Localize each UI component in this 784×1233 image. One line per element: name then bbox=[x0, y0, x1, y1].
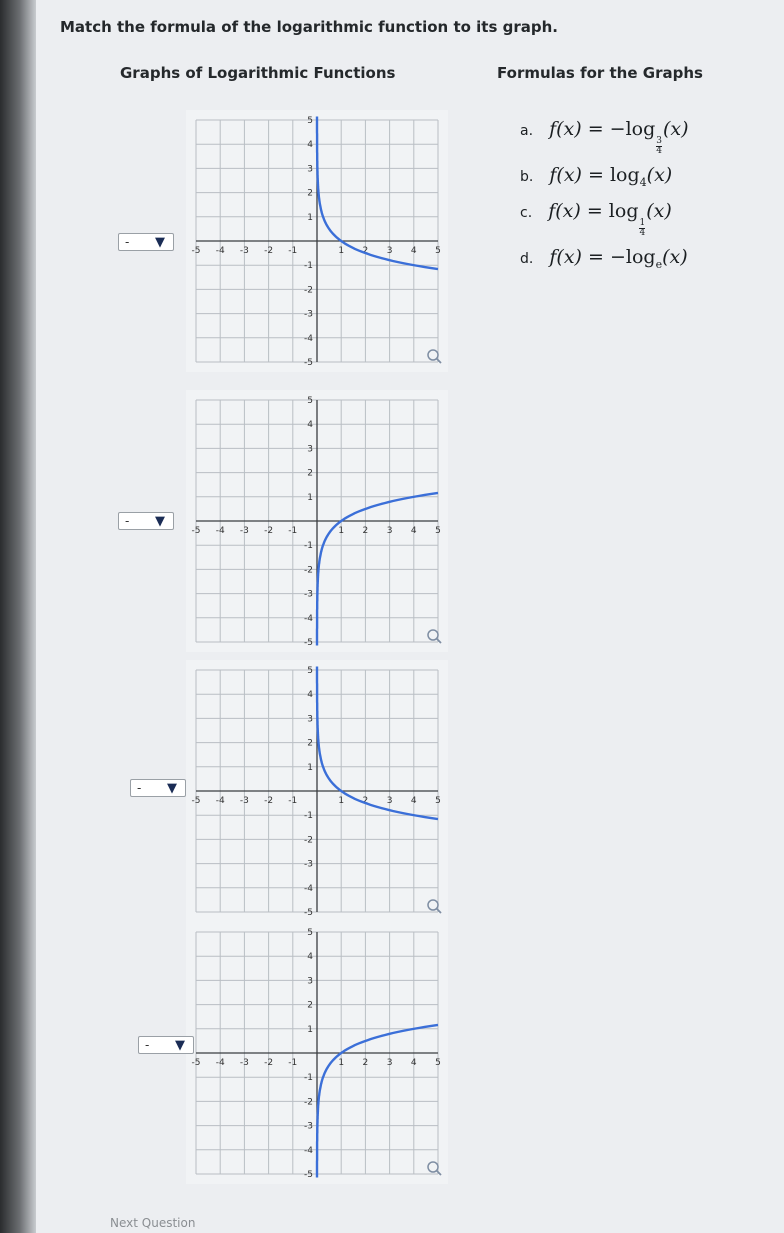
y-tick-label: -5 bbox=[304, 1170, 313, 1180]
x-tick-label: -3 bbox=[239, 526, 249, 536]
match-dropdown-1[interactable] bbox=[118, 233, 174, 251]
x-tick-label: 2 bbox=[362, 1058, 369, 1068]
x-tick-label: 4 bbox=[410, 246, 417, 256]
x-tick-label: 5 bbox=[435, 796, 441, 806]
formula-lhs: f(x) = bbox=[549, 118, 604, 140]
formula-sign: − bbox=[609, 246, 626, 268]
formula-base: e bbox=[655, 257, 663, 271]
y-tick-label: 3 bbox=[307, 714, 313, 725]
x-tick-label: 4 bbox=[410, 1058, 417, 1068]
dropdown-value: - bbox=[125, 235, 130, 249]
formula-func: log bbox=[609, 164, 640, 186]
y-tick-label: -3 bbox=[304, 309, 313, 320]
formula-lhs: f(x) = bbox=[549, 164, 604, 186]
chevron-down-icon: ▼ bbox=[155, 514, 165, 529]
y-tick-label: 2 bbox=[307, 188, 313, 199]
graph-1 bbox=[186, 110, 448, 372]
y-tick-label: 5 bbox=[307, 666, 313, 676]
formula-arg: (x) bbox=[646, 200, 672, 222]
dropdown-value: - bbox=[137, 781, 142, 795]
y-tick-label: -1 bbox=[304, 541, 313, 552]
y-tick-label: 1 bbox=[307, 212, 313, 223]
y-tick-label: 3 bbox=[307, 976, 313, 987]
dropdown-value: - bbox=[145, 1038, 150, 1052]
x-tick-label: -2 bbox=[264, 796, 274, 806]
x-tick-label: -4 bbox=[215, 796, 225, 806]
x-tick-label: 2 bbox=[362, 246, 369, 256]
chevron-down-icon: ▼ bbox=[175, 1038, 185, 1053]
x-tick-label: -5 bbox=[191, 246, 201, 256]
y-tick-label: -1 bbox=[304, 811, 313, 822]
y-tick-label: 5 bbox=[307, 928, 313, 938]
next-question-link[interactable]: Next Question bbox=[110, 1216, 196, 1230]
x-tick-label: 2 bbox=[362, 796, 369, 806]
formula-func: log bbox=[625, 246, 656, 268]
formula-c bbox=[520, 200, 672, 238]
y-tick-label: 1 bbox=[307, 762, 313, 773]
formula-letter: b. bbox=[520, 169, 534, 185]
x-tick-label: 1 bbox=[338, 796, 345, 806]
formula-func: log bbox=[608, 200, 639, 222]
formula-base: 4 bbox=[639, 175, 647, 189]
y-tick-label: -2 bbox=[304, 835, 313, 846]
y-tick-label: -1 bbox=[304, 1073, 313, 1084]
x-tick-label: -3 bbox=[239, 796, 249, 806]
x-tick-label: -5 bbox=[191, 796, 201, 806]
y-tick-label: -2 bbox=[304, 285, 313, 296]
y-tick-label: 1 bbox=[307, 492, 313, 503]
y-tick-label: 5 bbox=[307, 116, 313, 126]
y-tick-label: 4 bbox=[307, 952, 313, 963]
y-tick-label: 4 bbox=[307, 420, 313, 431]
y-tick-label: 3 bbox=[307, 164, 313, 175]
formula-arg: (x) bbox=[662, 246, 688, 268]
base-fraction bbox=[639, 219, 645, 238]
y-tick-label: -2 bbox=[304, 565, 313, 576]
x-tick-label: -5 bbox=[191, 1058, 201, 1068]
formula-lhs: f(x) = bbox=[549, 246, 604, 268]
y-tick-label: -4 bbox=[304, 1145, 313, 1156]
x-tick-label: 4 bbox=[410, 796, 417, 806]
graph-2 bbox=[186, 390, 448, 652]
x-tick-label: -1 bbox=[288, 246, 298, 256]
y-tick-label: -1 bbox=[304, 261, 313, 272]
x-tick-label: 3 bbox=[386, 1058, 393, 1068]
formula-letter: a. bbox=[520, 123, 534, 139]
x-tick-label: -2 bbox=[264, 526, 274, 536]
y-tick-label: 4 bbox=[307, 690, 313, 701]
y-tick-label: 3 bbox=[307, 444, 313, 455]
formula-sign: − bbox=[609, 118, 626, 140]
y-tick-label: -5 bbox=[304, 638, 313, 648]
x-tick-label: 3 bbox=[386, 246, 393, 256]
formula-a bbox=[520, 118, 689, 156]
x-tick-label: -3 bbox=[239, 246, 249, 256]
x-tick-label: -1 bbox=[288, 526, 298, 536]
y-tick-label: -2 bbox=[304, 1097, 313, 1108]
base-fraction bbox=[656, 137, 662, 156]
y-tick-label: 2 bbox=[307, 1000, 313, 1011]
x-tick-label: 5 bbox=[435, 1058, 441, 1068]
match-dropdown-4[interactable] bbox=[138, 1036, 194, 1054]
y-tick-label: 2 bbox=[307, 468, 313, 479]
x-tick-label: 1 bbox=[338, 526, 345, 536]
x-tick-label: -4 bbox=[215, 526, 225, 536]
chevron-down-icon: ▼ bbox=[167, 781, 177, 796]
x-tick-label: -3 bbox=[239, 1058, 249, 1068]
x-tick-label: 3 bbox=[386, 526, 393, 536]
question-instruction: Match the formula of the logarithmic function to its graph. bbox=[60, 18, 558, 36]
formula-letter: d. bbox=[520, 251, 534, 267]
y-tick-label: -5 bbox=[304, 358, 313, 368]
y-tick-label: -5 bbox=[304, 908, 313, 918]
base-denominator: 4 bbox=[639, 228, 646, 238]
x-tick-label: -1 bbox=[288, 796, 298, 806]
formula-arg: (x) bbox=[663, 118, 689, 140]
chevron-down-icon: ▼ bbox=[155, 235, 165, 250]
formula-arg: (x) bbox=[646, 164, 673, 186]
y-tick-label: -3 bbox=[304, 589, 313, 600]
x-tick-label: -2 bbox=[264, 246, 274, 256]
x-tick-label: 4 bbox=[410, 526, 417, 536]
formula-b bbox=[520, 164, 672, 189]
match-dropdown-3[interactable] bbox=[130, 779, 186, 797]
dropdown-value: - bbox=[125, 514, 130, 528]
base-numerator: 1 bbox=[639, 218, 646, 228]
x-tick-label: -4 bbox=[215, 246, 225, 256]
match-dropdown-2[interactable] bbox=[118, 512, 174, 530]
base-numerator: 3 bbox=[656, 136, 663, 146]
y-tick-label: 4 bbox=[307, 140, 313, 151]
graphs-header: Graphs of Logarithmic Functions bbox=[120, 64, 396, 82]
y-tick-label: 5 bbox=[307, 396, 313, 406]
formula-lhs: f(x) = bbox=[548, 200, 603, 222]
x-tick-label: -1 bbox=[288, 1058, 298, 1068]
graph-3 bbox=[186, 660, 448, 922]
y-tick-label: -4 bbox=[304, 333, 313, 344]
formula-letter: c. bbox=[520, 205, 533, 221]
x-tick-label: 2 bbox=[362, 526, 369, 536]
screen-edge bbox=[0, 0, 36, 1233]
y-tick-label: -3 bbox=[304, 1121, 313, 1132]
x-tick-label: -5 bbox=[191, 526, 201, 536]
x-tick-label: -2 bbox=[264, 1058, 274, 1068]
y-tick-label: -4 bbox=[304, 883, 313, 894]
formula-d bbox=[520, 246, 688, 271]
x-tick-label: 3 bbox=[386, 796, 393, 806]
base-denominator: 4 bbox=[656, 146, 663, 156]
formula-func: log bbox=[625, 118, 656, 140]
y-tick-label: 1 bbox=[307, 1024, 313, 1035]
formulas-header: Formulas for the Graphs bbox=[497, 64, 703, 82]
x-tick-label: 5 bbox=[435, 246, 441, 256]
y-tick-label: 2 bbox=[307, 738, 313, 749]
y-tick-label: -3 bbox=[304, 859, 313, 870]
y-tick-label: -4 bbox=[304, 613, 313, 624]
x-tick-label: -4 bbox=[215, 1058, 225, 1068]
x-tick-label: 1 bbox=[338, 1058, 345, 1068]
x-tick-label: 1 bbox=[338, 246, 345, 256]
x-tick-label: 5 bbox=[435, 526, 441, 536]
graph-4 bbox=[186, 922, 448, 1184]
